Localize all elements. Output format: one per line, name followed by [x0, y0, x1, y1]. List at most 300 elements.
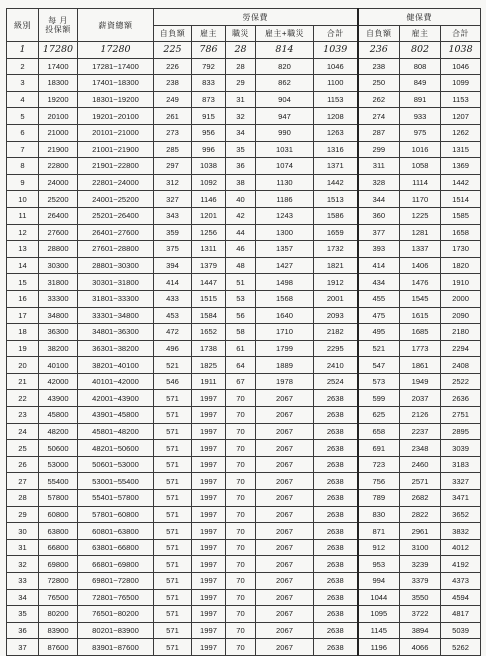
- cell-monthly-insured: 55400: [39, 473, 78, 490]
- cell-health-total: 3471: [441, 490, 481, 507]
- cell-health-self: 1095: [358, 606, 400, 623]
- cell-labor-total: 2638: [314, 390, 358, 407]
- table-row: [7, 490, 481, 507]
- cell-labor-total: 2638: [314, 589, 358, 606]
- cell-labor-self: 359: [154, 224, 192, 241]
- cell-labor-employer: 1997: [192, 589, 226, 606]
- cell-labor-employer-injury: 1498: [256, 274, 314, 291]
- cell-labor-employer-injury: 1640: [256, 307, 314, 324]
- cell-health-total: 3327: [441, 473, 481, 490]
- cell-grade: 31: [7, 539, 39, 556]
- cell-monthly-insured: 22800: [39, 158, 78, 175]
- cell-salary-range: 69801~72800: [78, 573, 154, 590]
- cell-labor-employer: 1146: [192, 191, 226, 208]
- cell-monthly-insured: 18300: [39, 75, 78, 92]
- cell-labor-self: 226: [154, 58, 192, 75]
- table-row: [7, 340, 481, 357]
- cell-labor-employer: 1379: [192, 257, 226, 274]
- cell-health-total: 1820: [441, 257, 481, 274]
- cell-health-employer: 2037: [400, 390, 441, 407]
- table-row: [7, 606, 481, 623]
- cell-monthly-insured: 63800: [39, 523, 78, 540]
- cell-salary-range: 27601~28800: [78, 241, 154, 258]
- cell-grade: 30: [7, 523, 39, 540]
- cell-labor-total: 1263: [314, 124, 358, 141]
- cell-health-employer: 4066: [400, 639, 441, 656]
- cell-labor-self: 225: [154, 42, 192, 59]
- cell-health-total: 2636: [441, 390, 481, 407]
- cell-labor-total: 1316: [314, 141, 358, 158]
- cell-salary-range: 38201~40100: [78, 357, 154, 374]
- cell-grade: 21: [7, 373, 39, 390]
- cell-health-total: 2751: [441, 407, 481, 424]
- cell-labor-injury: 38: [226, 174, 256, 191]
- cell-labor-self: 571: [154, 606, 192, 623]
- cell-health-total: 1153: [441, 91, 481, 108]
- cell-labor-total: 2638: [314, 539, 358, 556]
- header-health-employer: 雇主: [400, 26, 441, 42]
- cell-monthly-insured: 50600: [39, 440, 78, 457]
- cell-health-employer: 2126: [400, 407, 441, 424]
- header-monthly-insured: [39, 9, 78, 42]
- table-row: [7, 506, 481, 523]
- cell-health-employer: 1016: [400, 141, 441, 158]
- header-health-total: 合計: [441, 26, 481, 42]
- header-labor-employer: 雇主: [192, 26, 226, 42]
- cell-health-employer: 2348: [400, 440, 441, 457]
- cell-labor-employer-injury: 2067: [256, 639, 314, 656]
- cell-monthly-insured: 27600: [39, 224, 78, 241]
- cell-labor-total: 1586: [314, 207, 358, 224]
- table-row: [7, 141, 481, 158]
- cell-labor-injury: 70: [226, 423, 256, 440]
- cell-health-total: 4192: [441, 556, 481, 573]
- table-row: [7, 75, 481, 92]
- table-row: [7, 58, 481, 75]
- cell-health-total: 3183: [441, 456, 481, 473]
- cell-monthly-insured: 45800: [39, 407, 78, 424]
- table-row: [7, 589, 481, 606]
- cell-labor-employer-injury: 1186: [256, 191, 314, 208]
- cell-labor-total: 1100: [314, 75, 358, 92]
- cell-grade: 26: [7, 456, 39, 473]
- cell-salary-range: 63801~66800: [78, 539, 154, 556]
- cell-health-self: 994: [358, 573, 400, 590]
- table-row: [7, 191, 481, 208]
- cell-grade: 8: [7, 158, 39, 175]
- cell-labor-self: 571: [154, 456, 192, 473]
- cell-grade: 6: [7, 124, 39, 141]
- cell-health-employer: 3379: [400, 573, 441, 590]
- table-row: [7, 91, 481, 108]
- cell-labor-employer: 956: [192, 124, 226, 141]
- header-labor-employer-injury: 雇主+職災: [256, 26, 314, 42]
- cell-labor-employer: 1092: [192, 174, 226, 191]
- cell-labor-self: 453: [154, 307, 192, 324]
- cell-health-total: 5262: [441, 639, 481, 656]
- cell-health-self: 495: [358, 324, 400, 341]
- cell-health-total: 4817: [441, 606, 481, 623]
- cell-health-total: 4373: [441, 573, 481, 590]
- cell-labor-employer-injury: 2067: [256, 556, 314, 573]
- cell-health-self: 344: [358, 191, 400, 208]
- cell-labor-total: 1659: [314, 224, 358, 241]
- cell-labor-total: 2524: [314, 373, 358, 390]
- cell-health-self: 274: [358, 108, 400, 125]
- cell-health-self: 521: [358, 340, 400, 357]
- cell-labor-injury: 40: [226, 191, 256, 208]
- cell-salary-range: 24001~25200: [78, 191, 154, 208]
- cell-labor-employer-injury: 2067: [256, 523, 314, 540]
- cell-grade: 32: [7, 556, 39, 573]
- cell-labor-employer: 1738: [192, 340, 226, 357]
- cell-labor-total: 2093: [314, 307, 358, 324]
- cell-grade: 17: [7, 307, 39, 324]
- cell-monthly-insured: 21000: [39, 124, 78, 141]
- cell-labor-total: 2638: [314, 423, 358, 440]
- cell-health-total: 2522: [441, 373, 481, 390]
- cell-labor-self: 571: [154, 407, 192, 424]
- cell-grade: 12: [7, 224, 39, 241]
- table-row: [7, 158, 481, 175]
- cell-labor-employer-injury: 1799: [256, 340, 314, 357]
- cell-salary-range: 28801~30300: [78, 257, 154, 274]
- cell-monthly-insured: 36300: [39, 324, 78, 341]
- cell-salary-range: 57801~60800: [78, 506, 154, 523]
- cell-labor-injury: 70: [226, 622, 256, 639]
- cell-labor-employer-injury: 2067: [256, 622, 314, 639]
- cell-salary-range: 19201~20100: [78, 108, 154, 125]
- cell-health-total: 4594: [441, 589, 481, 606]
- cell-labor-employer: 833: [192, 75, 226, 92]
- cell-labor-self: 571: [154, 589, 192, 606]
- cell-labor-self: 249: [154, 91, 192, 108]
- insurance-premium-table: [6, 8, 481, 656]
- table-header: [7, 9, 481, 42]
- cell-labor-self: 394: [154, 257, 192, 274]
- cell-grade: 34: [7, 589, 39, 606]
- cell-labor-self: 327: [154, 191, 192, 208]
- cell-labor-employer: 1256: [192, 224, 226, 241]
- cell-grade: 29: [7, 506, 39, 523]
- cell-salary-range: 22801~24000: [78, 174, 154, 191]
- cell-health-total: 2895: [441, 423, 481, 440]
- cell-health-employer: 1861: [400, 357, 441, 374]
- cell-health-total: 2408: [441, 357, 481, 374]
- cell-labor-employer: 1997: [192, 573, 226, 590]
- cell-labor-self: 546: [154, 373, 192, 390]
- cell-labor-self: 571: [154, 506, 192, 523]
- cell-labor-self: 571: [154, 490, 192, 507]
- cell-salary-range: 30301~31800: [78, 274, 154, 291]
- cell-monthly-insured: 69800: [39, 556, 78, 573]
- cell-labor-employer: 1997: [192, 390, 226, 407]
- cell-labor-employer-injury: 990: [256, 124, 314, 141]
- cell-labor-employer: 1515: [192, 290, 226, 307]
- cell-salary-range: 31801~33300: [78, 290, 154, 307]
- cell-labor-self: 285: [154, 141, 192, 158]
- cell-health-employer: 808: [400, 58, 441, 75]
- cell-monthly-insured: 87600: [39, 639, 78, 656]
- cell-labor-total: 2638: [314, 523, 358, 540]
- cell-health-self: 1044: [358, 589, 400, 606]
- cell-labor-total: 1821: [314, 257, 358, 274]
- cell-labor-injury: 70: [226, 556, 256, 573]
- cell-labor-total: 1513: [314, 191, 358, 208]
- cell-monthly-insured: 48200: [39, 423, 78, 440]
- cell-monthly-insured: 17280: [39, 42, 78, 59]
- cell-monthly-insured: 21900: [39, 141, 78, 158]
- cell-health-total: 3039: [441, 440, 481, 457]
- table-row: [7, 440, 481, 457]
- cell-health-employer: 1685: [400, 324, 441, 341]
- cell-labor-total: 2638: [314, 622, 358, 639]
- cell-labor-employer-injury: 2067: [256, 423, 314, 440]
- cell-labor-employer-injury: 2067: [256, 440, 314, 457]
- cell-grade: 27: [7, 473, 39, 490]
- cell-labor-employer-injury: 2067: [256, 589, 314, 606]
- cell-grade: 33: [7, 573, 39, 590]
- table-row: [7, 407, 481, 424]
- cell-salary-range: 21001~21900: [78, 141, 154, 158]
- cell-health-total: 1262: [441, 124, 481, 141]
- table-row: [7, 241, 481, 258]
- cell-health-self: 691: [358, 440, 400, 457]
- table-row: [7, 456, 481, 473]
- cell-labor-employer: 792: [192, 58, 226, 75]
- cell-health-self: 360: [358, 207, 400, 224]
- table-row: [7, 539, 481, 556]
- cell-labor-employer: 1997: [192, 407, 226, 424]
- cell-health-total: 1585: [441, 207, 481, 224]
- cell-health-self: 1145: [358, 622, 400, 639]
- cell-health-total: 3832: [441, 523, 481, 540]
- cell-monthly-insured: 33300: [39, 290, 78, 307]
- cell-salary-range: 40101~42000: [78, 373, 154, 390]
- cell-labor-employer: 1201: [192, 207, 226, 224]
- cell-labor-injury: 31: [226, 91, 256, 108]
- table-row: [7, 357, 481, 374]
- cell-labor-injury: 46: [226, 241, 256, 258]
- header-labor-total: 合計: [314, 26, 358, 42]
- cell-health-self: 599: [358, 390, 400, 407]
- cell-labor-injury: 48: [226, 257, 256, 274]
- table-row: [7, 473, 481, 490]
- cell-labor-total: 2638: [314, 473, 358, 490]
- table-row: [7, 390, 481, 407]
- cell-grade: 1: [7, 42, 39, 59]
- header-monthly-line2: 投保額: [45, 25, 71, 34]
- cell-health-self: 830: [358, 506, 400, 523]
- cell-grade: 14: [7, 257, 39, 274]
- cell-labor-employer: 1997: [192, 473, 226, 490]
- cell-salary-range: 66801~69800: [78, 556, 154, 573]
- cell-labor-employer: 1311: [192, 241, 226, 258]
- header-grade: 級別: [7, 9, 39, 42]
- table-row: [7, 290, 481, 307]
- cell-labor-total: 2410: [314, 357, 358, 374]
- cell-health-employer: 1114: [400, 174, 441, 191]
- cell-health-self: 328: [358, 174, 400, 191]
- cell-monthly-insured: 53000: [39, 456, 78, 473]
- cell-labor-employer: 1997: [192, 523, 226, 540]
- cell-grade: 23: [7, 407, 39, 424]
- cell-grade: 11: [7, 207, 39, 224]
- cell-labor-employer: 873: [192, 91, 226, 108]
- cell-labor-employer: 1997: [192, 539, 226, 556]
- cell-monthly-insured: 42000: [39, 373, 78, 390]
- cell-labor-employer-injury: 2067: [256, 390, 314, 407]
- table-row: [7, 224, 481, 241]
- cell-labor-employer: 1997: [192, 606, 226, 623]
- cell-health-total: 1038: [441, 42, 481, 59]
- cell-health-employer: 1225: [400, 207, 441, 224]
- table-row: [7, 42, 481, 59]
- cell-health-employer: 2682: [400, 490, 441, 507]
- cell-health-self: 953: [358, 556, 400, 573]
- cell-health-employer: 975: [400, 124, 441, 141]
- cell-labor-employer-injury: 2067: [256, 573, 314, 590]
- table-row: [7, 174, 481, 191]
- cell-labor-total: 2638: [314, 456, 358, 473]
- cell-labor-employer: 1447: [192, 274, 226, 291]
- cell-labor-injury: 70: [226, 390, 256, 407]
- cell-health-employer: 1337: [400, 241, 441, 258]
- cell-health-self: 238: [358, 58, 400, 75]
- cell-labor-total: 2638: [314, 606, 358, 623]
- cell-labor-injury: 70: [226, 473, 256, 490]
- cell-salary-range: 25201~26400: [78, 207, 154, 224]
- cell-salary-range: 33301~34800: [78, 307, 154, 324]
- table-body: [7, 42, 481, 656]
- cell-health-total: 1369: [441, 158, 481, 175]
- cell-labor-employer: 1997: [192, 639, 226, 656]
- cell-health-total: 1207: [441, 108, 481, 125]
- table-row: [7, 124, 481, 141]
- cell-monthly-insured: 60800: [39, 506, 78, 523]
- cell-labor-total: 2182: [314, 324, 358, 341]
- cell-labor-injury: 58: [226, 324, 256, 341]
- cell-salary-range: 50601~53000: [78, 456, 154, 473]
- cell-labor-self: 571: [154, 556, 192, 573]
- cell-salary-range: 55401~57800: [78, 490, 154, 507]
- cell-labor-employer: 996: [192, 141, 226, 158]
- cell-salary-range: 53001~55400: [78, 473, 154, 490]
- cell-salary-range: 83901~87600: [78, 639, 154, 656]
- cell-salary-range: 48201~50600: [78, 440, 154, 457]
- cell-labor-employer-injury: 2067: [256, 506, 314, 523]
- cell-grade: 24: [7, 423, 39, 440]
- cell-labor-injury: 70: [226, 606, 256, 623]
- cell-salary-range: 18301~19200: [78, 91, 154, 108]
- header-labor-self: 自負額: [154, 26, 192, 42]
- cell-health-self: 434: [358, 274, 400, 291]
- cell-labor-injury: 51: [226, 274, 256, 291]
- cell-health-self: 871: [358, 523, 400, 540]
- table-row: [7, 573, 481, 590]
- cell-labor-injury: 70: [226, 456, 256, 473]
- cell-monthly-insured: 20100: [39, 108, 78, 125]
- cell-health-self: 311: [358, 158, 400, 175]
- cell-health-self: 287: [358, 124, 400, 141]
- cell-labor-employer-injury: 1300: [256, 224, 314, 241]
- cell-salary-range: 80201~83900: [78, 622, 154, 639]
- cell-health-self: 573: [358, 373, 400, 390]
- cell-labor-total: 1442: [314, 174, 358, 191]
- cell-grade: 22: [7, 390, 39, 407]
- cell-monthly-insured: 76500: [39, 589, 78, 606]
- cell-labor-employer-injury: 1427: [256, 257, 314, 274]
- cell-grade: 9: [7, 174, 39, 191]
- table-row: [7, 108, 481, 125]
- cell-monthly-insured: 34800: [39, 307, 78, 324]
- cell-health-employer: 1476: [400, 274, 441, 291]
- cell-salary-range: 72801~76500: [78, 589, 154, 606]
- cell-labor-injury: 61: [226, 340, 256, 357]
- cell-salary-range: 42001~43900: [78, 390, 154, 407]
- cell-labor-employer-injury: 1243: [256, 207, 314, 224]
- cell-labor-total: 2638: [314, 573, 358, 590]
- table-row: [7, 307, 481, 324]
- cell-health-self: 377: [358, 224, 400, 241]
- cell-monthly-insured: 28800: [39, 241, 78, 258]
- cell-labor-injury: 70: [226, 407, 256, 424]
- cell-grade: 37: [7, 639, 39, 656]
- cell-health-total: 1910: [441, 274, 481, 291]
- cell-health-employer: 3722: [400, 606, 441, 623]
- cell-labor-self: 297: [154, 158, 192, 175]
- cell-health-total: 4012: [441, 539, 481, 556]
- cell-monthly-insured: 24000: [39, 174, 78, 191]
- header-labor-insurance: 勞保費: [154, 9, 358, 26]
- cell-monthly-insured: 40100: [39, 357, 78, 374]
- cell-labor-employer: 1825: [192, 357, 226, 374]
- cell-health-total: 1099: [441, 75, 481, 92]
- cell-salary-range: 43901~45800: [78, 407, 154, 424]
- cell-salary-range: 45801~48200: [78, 423, 154, 440]
- cell-health-total: 1658: [441, 224, 481, 241]
- cell-health-self: 414: [358, 257, 400, 274]
- cell-labor-employer-injury: 2067: [256, 473, 314, 490]
- cell-grade: 10: [7, 191, 39, 208]
- cell-labor-injury: 70: [226, 589, 256, 606]
- cell-labor-injury: 70: [226, 506, 256, 523]
- cell-monthly-insured: 43900: [39, 390, 78, 407]
- cell-labor-injury: 70: [226, 490, 256, 507]
- cell-health-total: 2180: [441, 324, 481, 341]
- cell-labor-employer: 1997: [192, 506, 226, 523]
- cell-health-self: 723: [358, 456, 400, 473]
- cell-grade: 7: [7, 141, 39, 158]
- cell-labor-employer-injury: 1710: [256, 324, 314, 341]
- header-monthly-line1: 每 月: [48, 16, 68, 25]
- cell-salary-range: 36301~38200: [78, 340, 154, 357]
- cell-labor-total: 2638: [314, 440, 358, 457]
- cell-grade: 19: [7, 340, 39, 357]
- cell-labor-total: 2638: [314, 490, 358, 507]
- cell-health-self: 262: [358, 91, 400, 108]
- cell-health-employer: 3239: [400, 556, 441, 573]
- cell-grade: 3: [7, 75, 39, 92]
- cell-monthly-insured: 25200: [39, 191, 78, 208]
- cell-labor-total: 1732: [314, 241, 358, 258]
- cell-labor-employer: 1038: [192, 158, 226, 175]
- cell-salary-range: 34801~36300: [78, 324, 154, 341]
- cell-health-self: 756: [358, 473, 400, 490]
- cell-health-total: 2090: [441, 307, 481, 324]
- table-row: [7, 523, 481, 540]
- cell-grade: 2: [7, 58, 39, 75]
